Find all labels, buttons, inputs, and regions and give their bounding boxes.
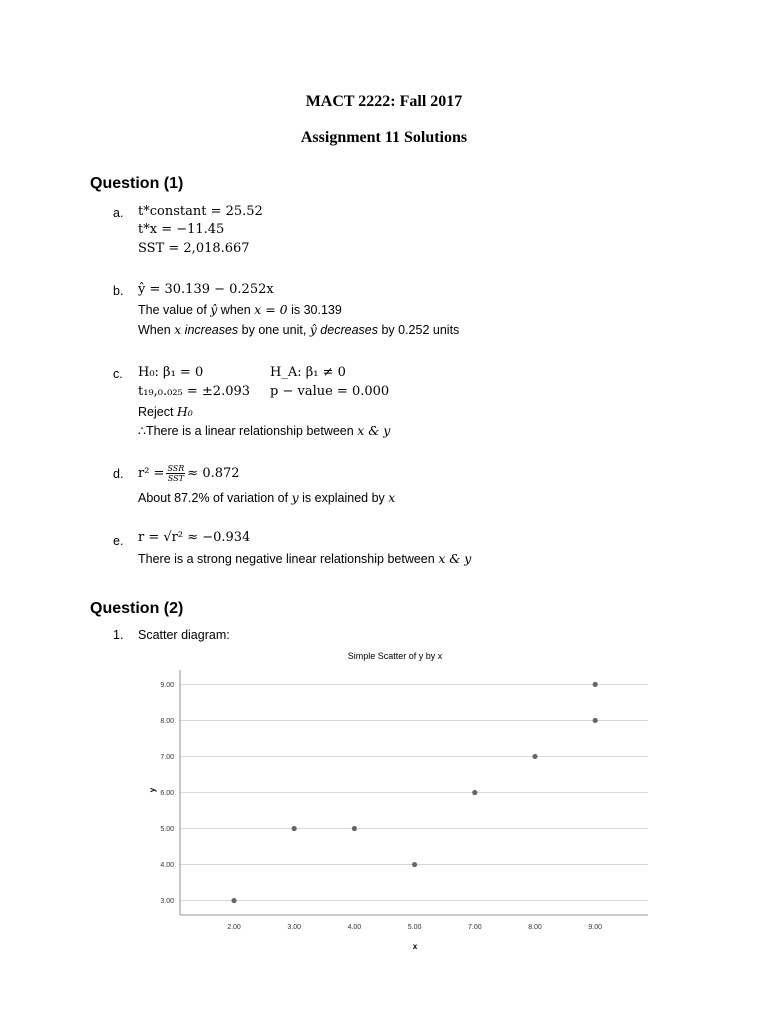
item-1-label: Scatter diagram: bbox=[138, 628, 230, 642]
item-d-line2 bbox=[138, 490, 395, 505]
yhat-symbol: ŷ bbox=[309, 322, 317, 337]
item-a-line1: t*constant = 25.52 bbox=[138, 204, 263, 219]
text: is explained by bbox=[298, 491, 389, 505]
chart-title: Simple Scatter of y by x bbox=[347, 651, 443, 661]
item-b-line2 bbox=[138, 302, 342, 317]
item-e-formula: r = √r² ≈ −0.934 bbox=[138, 530, 251, 545]
item-e-line2 bbox=[138, 551, 471, 566]
fraction bbox=[166, 464, 185, 483]
x-tick-label: 5.00 bbox=[407, 924, 422, 931]
item-b-equation: ŷ = 30.139 − 0.252x bbox=[138, 282, 274, 297]
x-tick-label: 3.00 bbox=[287, 924, 302, 931]
item-c-conclusion bbox=[138, 423, 390, 438]
vars: x & y bbox=[438, 551, 472, 566]
data-point bbox=[292, 826, 297, 831]
x-tick-label: 2.00 bbox=[227, 924, 241, 931]
item-c-marker: c. bbox=[113, 367, 123, 381]
data-point bbox=[593, 682, 598, 687]
item-c-ha: H_A: β₁ ≠ 0 bbox=[270, 365, 346, 380]
item-d-marker: d. bbox=[113, 467, 124, 481]
text: About 87.2% of variation of bbox=[138, 491, 292, 505]
y-tick-label: 7.00 bbox=[160, 753, 174, 761]
y-tick-label: 5.00 bbox=[160, 826, 174, 834]
text: by 0.252 units bbox=[377, 323, 460, 337]
document-title: MACT 2222: Fall 2017 bbox=[305, 93, 463, 110]
text-italic: decreases bbox=[316, 323, 378, 337]
x-tick-label: 8.00 bbox=[528, 924, 542, 931]
y-tick-label: 3.00 bbox=[160, 898, 174, 906]
question-1-heading: Question (1) bbox=[90, 175, 184, 192]
text: by one unit, bbox=[238, 323, 310, 337]
scatter-chart bbox=[130, 640, 670, 960]
numerator: SSR bbox=[167, 464, 185, 473]
item-c-p: p − value = 0.000 bbox=[270, 384, 390, 399]
y-symbol: y bbox=[291, 490, 299, 505]
x-tick-label: 9.00 bbox=[588, 924, 603, 931]
item-c-reject bbox=[138, 404, 193, 419]
item-1-marker: 1. bbox=[113, 628, 124, 642]
data-point bbox=[472, 790, 477, 795]
x-axis-label: x bbox=[412, 942, 418, 951]
yhat-symbol: ŷ bbox=[210, 302, 218, 317]
y-axis-label: y bbox=[148, 787, 157, 793]
y-tick-labels bbox=[160, 682, 174, 905]
data-point bbox=[231, 898, 236, 903]
item-c-t: t₁₉,₀.₀₂₅ = ±2.093 bbox=[138, 384, 251, 399]
document-subtitle: Assignment 11 Solutions bbox=[300, 129, 468, 146]
x-symbol: x bbox=[388, 490, 396, 505]
item-b-line3 bbox=[138, 322, 459, 337]
text: When bbox=[138, 323, 175, 337]
item-e-marker: e. bbox=[113, 534, 124, 548]
text: is 30.139 bbox=[287, 303, 342, 317]
text-italic: increases bbox=[181, 323, 239, 337]
approx-value: ≈ 0.872 bbox=[187, 466, 240, 481]
text: ∴There is a linear relationship between bbox=[138, 424, 358, 438]
item-a-line3: SST = 2,018.667 bbox=[138, 241, 250, 256]
x-tick-label: 4.00 bbox=[347, 924, 362, 931]
data-point bbox=[593, 718, 598, 723]
y-tick-label: 4.00 bbox=[160, 862, 174, 870]
data-point bbox=[352, 826, 357, 831]
question-2-heading: Question (2) bbox=[90, 600, 184, 617]
data-point bbox=[412, 862, 417, 867]
item-a-marker: a. bbox=[113, 206, 124, 220]
item-b-marker: b. bbox=[113, 284, 124, 298]
text: Reject bbox=[138, 405, 177, 419]
data-point bbox=[532, 754, 537, 759]
item-a-line2: t*x = −11.45 bbox=[138, 222, 225, 237]
text: when bbox=[217, 303, 255, 317]
item-d-formula bbox=[138, 464, 240, 483]
x-tick-label: 7.00 bbox=[467, 924, 482, 931]
h0-symbol: H₀ bbox=[176, 404, 193, 419]
y-tick-label: 9.00 bbox=[160, 681, 174, 689]
y-tick-label: 8.00 bbox=[160, 717, 174, 725]
y-tick-label: 6.00 bbox=[160, 790, 174, 797]
item-c-h0: H₀: β₁ = 0 bbox=[138, 365, 204, 380]
gridlines bbox=[180, 684, 648, 900]
vars: x & y bbox=[357, 423, 391, 438]
text: There is a strong negative linear relationship between bbox=[138, 552, 439, 566]
x-tick-labels bbox=[227, 924, 602, 931]
denominator: SST bbox=[167, 474, 184, 483]
r-squared: r² = bbox=[138, 466, 165, 481]
x-equals-zero: x = 0 bbox=[254, 302, 288, 317]
x-symbol: x bbox=[174, 322, 182, 337]
text: The value of bbox=[138, 303, 211, 317]
